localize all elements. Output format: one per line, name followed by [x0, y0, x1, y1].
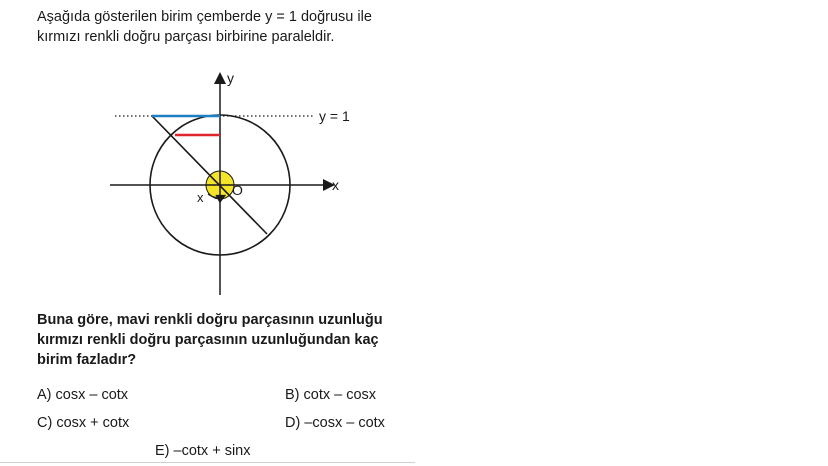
question-text — [37, 310, 417, 370]
question-line-3: birim fazladır? — [37, 352, 137, 368]
y-axis-label: y — [227, 70, 234, 86]
option-b[interactable]: B) cotx – cosx — [285, 387, 377, 403]
question-line-2: kırmızı renkli doğru parçasının uzunluğundan kaç — [37, 332, 379, 348]
x-axis-label: x — [332, 177, 339, 193]
intro-line-1: Aşağıda gösterilen birim çemberde y = 1 doğrusu ile — [37, 9, 372, 25]
question-line-1: Buna göre, mavi renkli doğru parçasının uzunluğu — [37, 312, 383, 328]
problem-intro — [37, 7, 417, 47]
intro-line-2: kırmızı renkli doğru parçası birbirine paraleldir. — [37, 29, 335, 45]
angle-label: x — [197, 190, 204, 205]
option-c[interactable]: C) cosx + cotx — [37, 415, 130, 431]
option-d[interactable]: D) –cosx – cotx — [285, 415, 385, 431]
terminal-line — [152, 116, 267, 234]
option-a[interactable]: A) cosx – cotx — [37, 387, 129, 403]
divider — [0, 462, 415, 463]
option-e[interactable]: E) –cotx + sinx — [155, 443, 251, 459]
line-label: y = 1 — [319, 108, 350, 124]
unit-circle-figure — [100, 70, 370, 302]
unit-circle-diagram — [100, 70, 370, 302]
origin-label: O — [232, 182, 243, 198]
